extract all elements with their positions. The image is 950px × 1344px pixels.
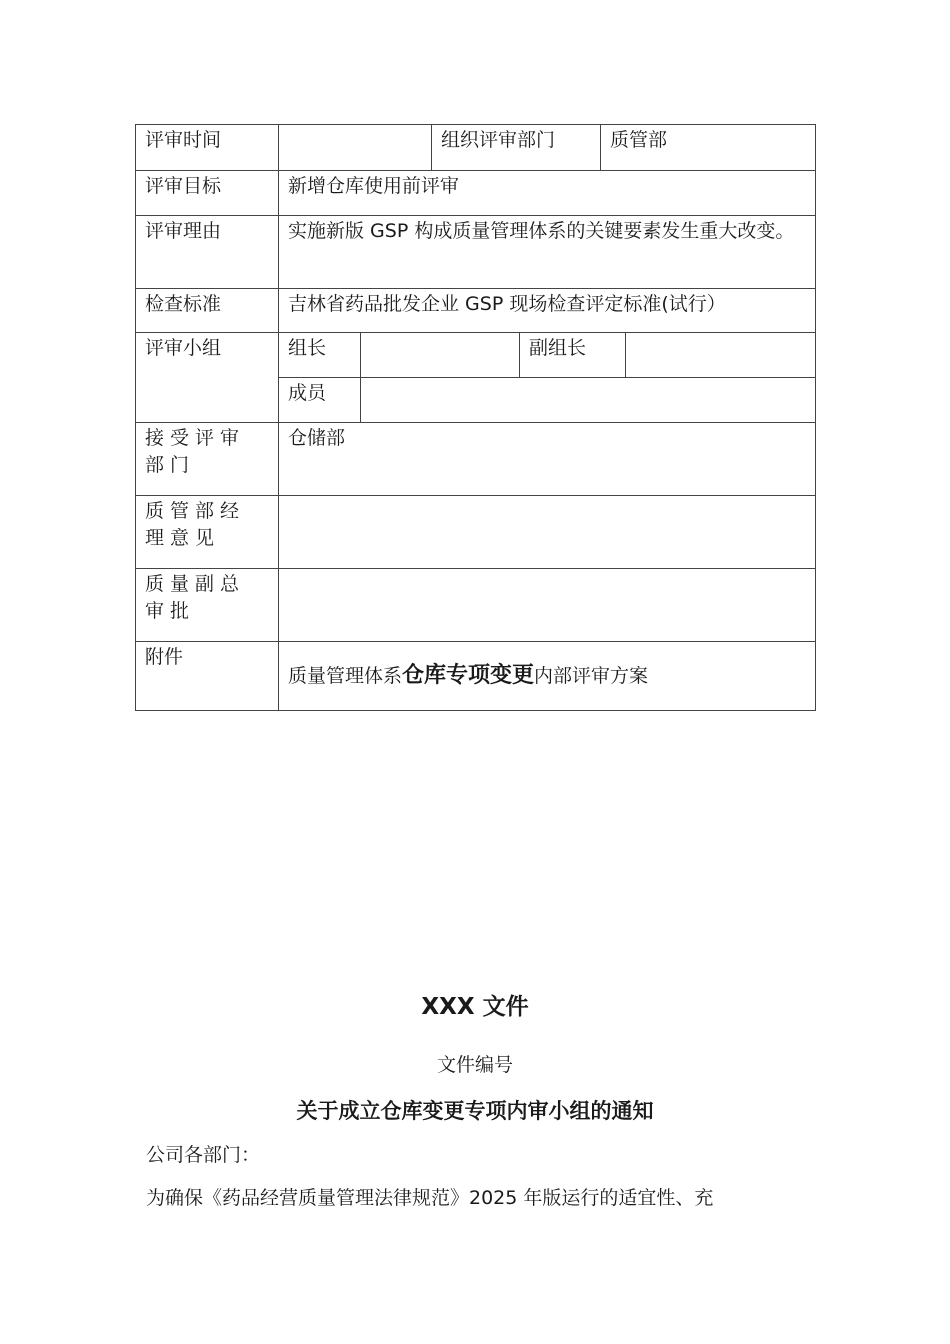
qa-manager-opinion-label: 质管部经理意见	[136, 496, 279, 569]
notice-paragraph: 为确保《药品经营质量管理法律规范》2025 年版运行的适宜性、充	[146, 1187, 714, 1209]
row-review-reason	[136, 216, 816, 289]
row-review-time	[136, 125, 816, 171]
salutation: 公司各部门：	[146, 1144, 261, 1166]
attachment-emphasis: 仓库专项变更	[402, 663, 535, 688]
review-form-table	[135, 124, 816, 711]
review-goal-label: 评审目标	[136, 171, 279, 216]
file-title: XXX 文件	[421, 994, 529, 1020]
notice-title: 关于成立仓库变更专项内审小组的通知	[296, 1099, 654, 1123]
leader-label: 组长	[279, 333, 361, 378]
attachment-label: 附件	[136, 642, 279, 711]
deputy-leader-value	[626, 333, 816, 378]
row-vp-approval	[136, 569, 816, 642]
review-team-label: 评审小组	[136, 333, 279, 423]
vp-approval-value	[279, 569, 816, 642]
leader-value	[361, 333, 520, 378]
organizing-dept-label: 组织评审部门	[432, 125, 601, 171]
check-standard-label: 检查标准	[136, 289, 279, 333]
row-check-standard	[136, 289, 816, 333]
row-receiving-dept	[136, 423, 816, 496]
file-number: 文件编号	[436, 1054, 513, 1076]
organizing-dept-value: 质管部	[601, 125, 816, 171]
row-qa-manager-opinion	[136, 496, 816, 569]
check-standard-value: 吉林省药品批发企业 GSP 现场检查评定标准(试行）	[279, 289, 816, 333]
review-time-value	[279, 125, 432, 171]
attachment-suffix: 内部评审方案	[534, 665, 649, 687]
attachment-value	[279, 642, 816, 711]
review-time-label: 评审时间	[136, 125, 279, 171]
members-label: 成员	[279, 378, 361, 423]
receiving-dept-value: 仓储部	[279, 423, 816, 496]
row-attachment	[136, 642, 816, 711]
vp-approval-label: 质量副总审批	[136, 569, 279, 642]
review-goal-value: 新增仓库使用前评审	[279, 171, 816, 216]
qa-manager-opinion-value	[279, 496, 816, 569]
attachment-prefix: 质量管理体系	[288, 665, 403, 687]
deputy-leader-label: 副组长	[520, 333, 626, 378]
review-reason-label: 评审理由	[136, 216, 279, 289]
receiving-dept-label: 接受评审部门	[136, 423, 279, 496]
members-value	[361, 378, 816, 423]
row-review-goal	[136, 171, 816, 216]
row-review-team-leaders	[136, 333, 816, 378]
review-reason-value: 实施新版 GSP 构成质量管理体系的关键要素发生重大改变。	[279, 216, 816, 289]
